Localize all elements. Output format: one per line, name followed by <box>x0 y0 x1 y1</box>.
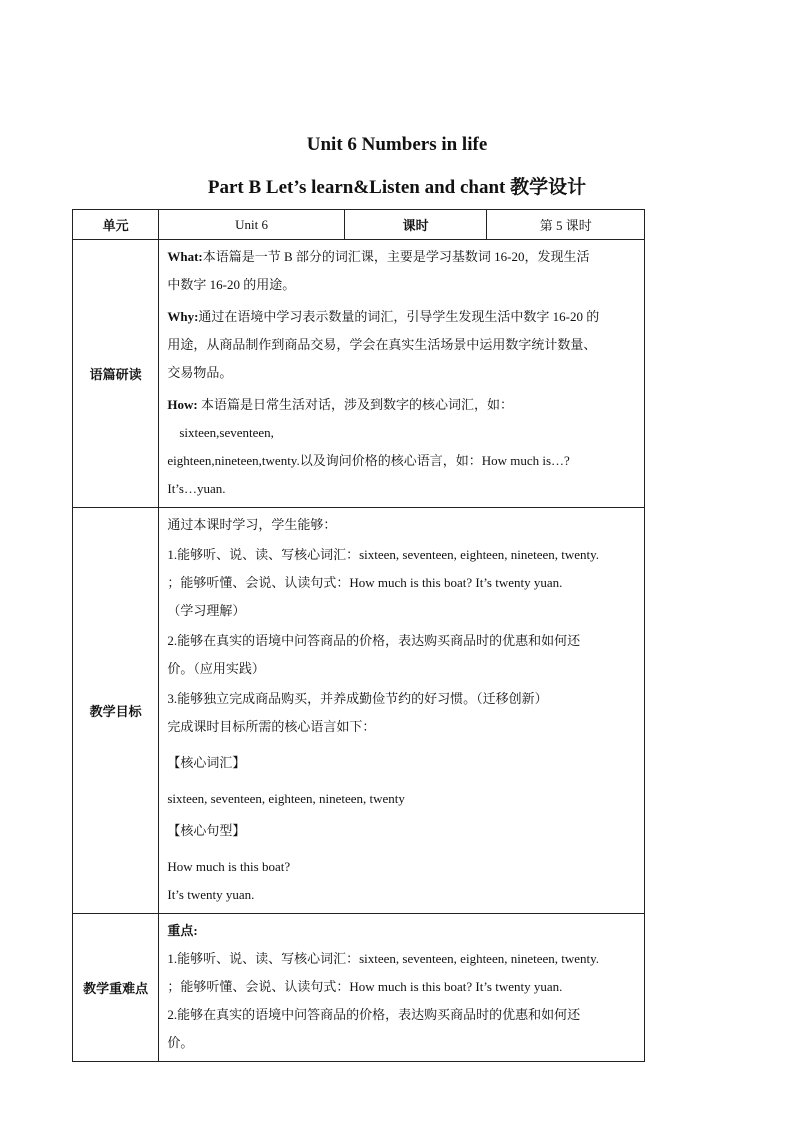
key-points-heading: 重点: <box>167 923 198 938</box>
core-pattern-2: It’s twenty yuan. <box>167 887 255 902</box>
how-response: It’s…yuan. <box>167 481 226 496</box>
lesson-label: 课时 <box>344 210 487 240</box>
why-text-cont: 用途，从商品制作到商品交易，学会在真实生活场景中运用数字统计数量、 <box>167 337 597 352</box>
how-words-1: sixteen,seventeen, <box>179 425 274 440</box>
goal-1-level: （学习理解） <box>167 603 246 618</box>
goal-1: 1.能够听、说、读、写核心词汇：sixteen, seventeen, eighteen, nineteen, twenty. <box>167 547 600 562</box>
header-row <box>73 210 645 240</box>
key-point-2: 2.能够在真实的语境中问答商品的价格，表达购买商品时的优惠和如何还 <box>167 1007 581 1022</box>
text-analysis-row <box>73 240 645 508</box>
objectives-intro: 通过本课时学习，学生能够： <box>167 517 337 532</box>
goal-3: 3.能够独立完成商品购买，并养成勤俭节约的好习惯。（迁移创新） <box>167 691 548 706</box>
document-title: Unit 6 Numbers in life <box>306 134 488 155</box>
what-heading: What: <box>167 249 203 264</box>
how-heading: How: <box>167 397 198 412</box>
core-vocab: sixteen, seventeen, eighteen, nineteen, twenty <box>167 791 405 806</box>
text-analysis-label: 语篇研读 <box>73 240 159 508</box>
core-pattern-1: How much is this boat? <box>167 859 291 874</box>
document-subtitle: Part B Let’s learn&Listen and chant 教学设计 <box>207 177 587 198</box>
lesson-value: 第 5 课时 <box>487 210 645 240</box>
core-language-intro: 完成课时目标所需的核心语言如下： <box>167 719 376 734</box>
key-point-1-cont: ；能够听懂、会说、认读句式：How much is this boat? It’s twenty yuan. <box>167 979 563 994</box>
how-words-2: eighteen,nineteen,twenty.以及询问价格的核心语言，如：How much is…? <box>167 453 570 468</box>
core-pattern-heading: 【核心句型】 <box>167 823 246 838</box>
core-vocab-heading: 【核心词汇】 <box>167 755 246 770</box>
goal-2-cont: 价。（应用实践） <box>167 661 265 676</box>
key-point-2-cont: 价。 <box>167 1035 194 1050</box>
why-heading: Why: <box>167 309 199 324</box>
why-text: 通过在语境中学习表示数量的词汇，引导学生发现生活中数字 16-20 的 <box>198 309 600 324</box>
goal-1-cont: ；能够听懂、会说、认读句式：How much is this boat? It’s twenty yuan. <box>167 575 563 590</box>
text-analysis-content <box>159 240 645 508</box>
what-text: 本语篇是一节 B 部分的词汇课，主要是学习基数词 16-20，发现生活 <box>202 249 590 264</box>
unit-value: Unit 6 <box>159 210 344 240</box>
objectives-label: 教学目标 <box>73 508 159 914</box>
goal-2: 2.能够在真实的语境中问答商品的价格，表达购买商品时的优惠和如何还 <box>167 633 581 648</box>
why-text-cont2: 交易物品。 <box>167 365 233 380</box>
key-points-label: 教学重难点 <box>73 914 159 1062</box>
unit-label: 单元 <box>73 210 159 240</box>
key-point-1: 1.能够听、说、读、写核心词汇：sixteen, seventeen, eighteen, nineteen, twenty. <box>167 951 600 966</box>
lesson-plan-table <box>72 209 645 1062</box>
objectives-row <box>73 508 645 914</box>
key-points-row <box>73 914 645 1062</box>
key-points-content <box>159 914 645 1062</box>
what-text-cont: 中数字 16-20 的用途。 <box>167 277 296 292</box>
objectives-content <box>159 508 645 914</box>
how-text: 本语篇是日常生活对话，涉及到数字的核心词汇，如： <box>197 397 513 412</box>
